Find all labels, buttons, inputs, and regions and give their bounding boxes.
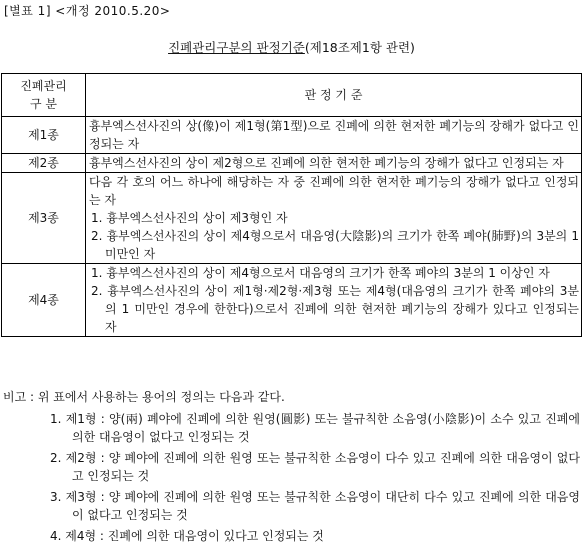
- criteria-cell: [86, 117, 582, 154]
- grade-cell: 제2종: [2, 154, 86, 173]
- document-title: [0, 38, 583, 56]
- criteria-item: 1. 흉부엑스선사진의 상이 제3형인 자: [91, 211, 288, 225]
- remark-item: 1. 제1형 : 양(兩) 폐야에 진폐에 의한 원영(圓影) 또는 불규칙한 소음영(小陰影)이 소수 있고 진폐에 의한 대음영이 없다고 인정되는 것: [50, 412, 580, 444]
- table-row: [2, 117, 582, 154]
- remark-item: 3. 제3형 : 양 폐야에 진폐에 의한 원영 또는 불규칙한 소음영이 대단히 다수 있고 진폐에 의한 대음영이 없다고 인정되는 것: [50, 490, 580, 522]
- remarks-intro: 비고 : 위 표에서 사용하는 용어의 정의는 다음과 같다.: [3, 390, 285, 404]
- criteria-text: 다음 각 호의 어느 하나에 해당하는 자 중 진폐에 의한 현저한 폐기능의 장해가 없다고 인정되는 자: [89, 175, 579, 207]
- grade-cell: 제4종: [2, 264, 86, 337]
- remark-item: 4. 제4형 : 진폐에 의한 대음영이 있다고 인정되는 것: [50, 529, 324, 543]
- criteria-cell: [86, 154, 582, 173]
- table-header-row: [2, 74, 582, 117]
- criteria-item: 2. 흉부엑스선사진의 상이 제4형으로서 대음영(大陰影)의 크기가 한쪽 폐야(肺野)의 3분의 1 미만인 자: [91, 229, 579, 261]
- criteria-column-header: 판 정 기 준: [86, 74, 582, 117]
- grade-header-line: 진폐관리: [20, 79, 67, 93]
- remarks-list: [50, 410, 580, 548]
- table-row: [2, 154, 582, 173]
- criteria-item: 1. 흉부엑스선사진의 상이 제4형으로서 대음영의 크기가 한쪽 폐야의 3분의 1 이상인 자: [91, 266, 550, 280]
- criteria-item: 2. 흉부엑스선사진의 상이 제1형·제2형·제3형 또는 제4형(대음영의 크기가 한쪽 폐야의 3분의 1 미만인 경우에 한한다)으로서 진폐에 의한 현저한 폐기능의 장해가 있다고 인정되는 자: [91, 284, 579, 334]
- criteria-cell: [86, 264, 582, 337]
- amendment-header: [별표 1] <개정 2010.5.20>: [4, 4, 171, 18]
- criteria-text: 흉부엑스선사진의 상이 제2형으로 진폐에 의한 현저한 폐기능의 장해가 없다고 인정되는 자: [89, 156, 564, 170]
- criteria-text: 흉부엑스선사진의 상(像)이 제1형(第1型)으로 진폐에 의한 현저한 폐기능의 장해가 없다고 인정되는 자: [89, 119, 579, 151]
- criteria-cell: [86, 173, 582, 264]
- criteria-table: [1, 73, 582, 337]
- remark-item: 2. 제2형 : 양 폐야에 진폐에 의한 원영 또는 불규칙한 소음영이 다수 있고 진폐에 의한 대음영이 없다고 인정되는 것: [50, 451, 580, 483]
- table-row: [2, 264, 582, 337]
- title-main: 진폐관리구분의 판정기준: [168, 40, 305, 55]
- grade-header-line: 구 분: [30, 97, 57, 111]
- title-sub: (제18조제1항 관련): [304, 40, 415, 55]
- grade-cell: 제1종: [2, 117, 86, 154]
- grade-column-header: [2, 74, 86, 117]
- grade-cell: 제3종: [2, 173, 86, 264]
- table-row: [2, 173, 582, 264]
